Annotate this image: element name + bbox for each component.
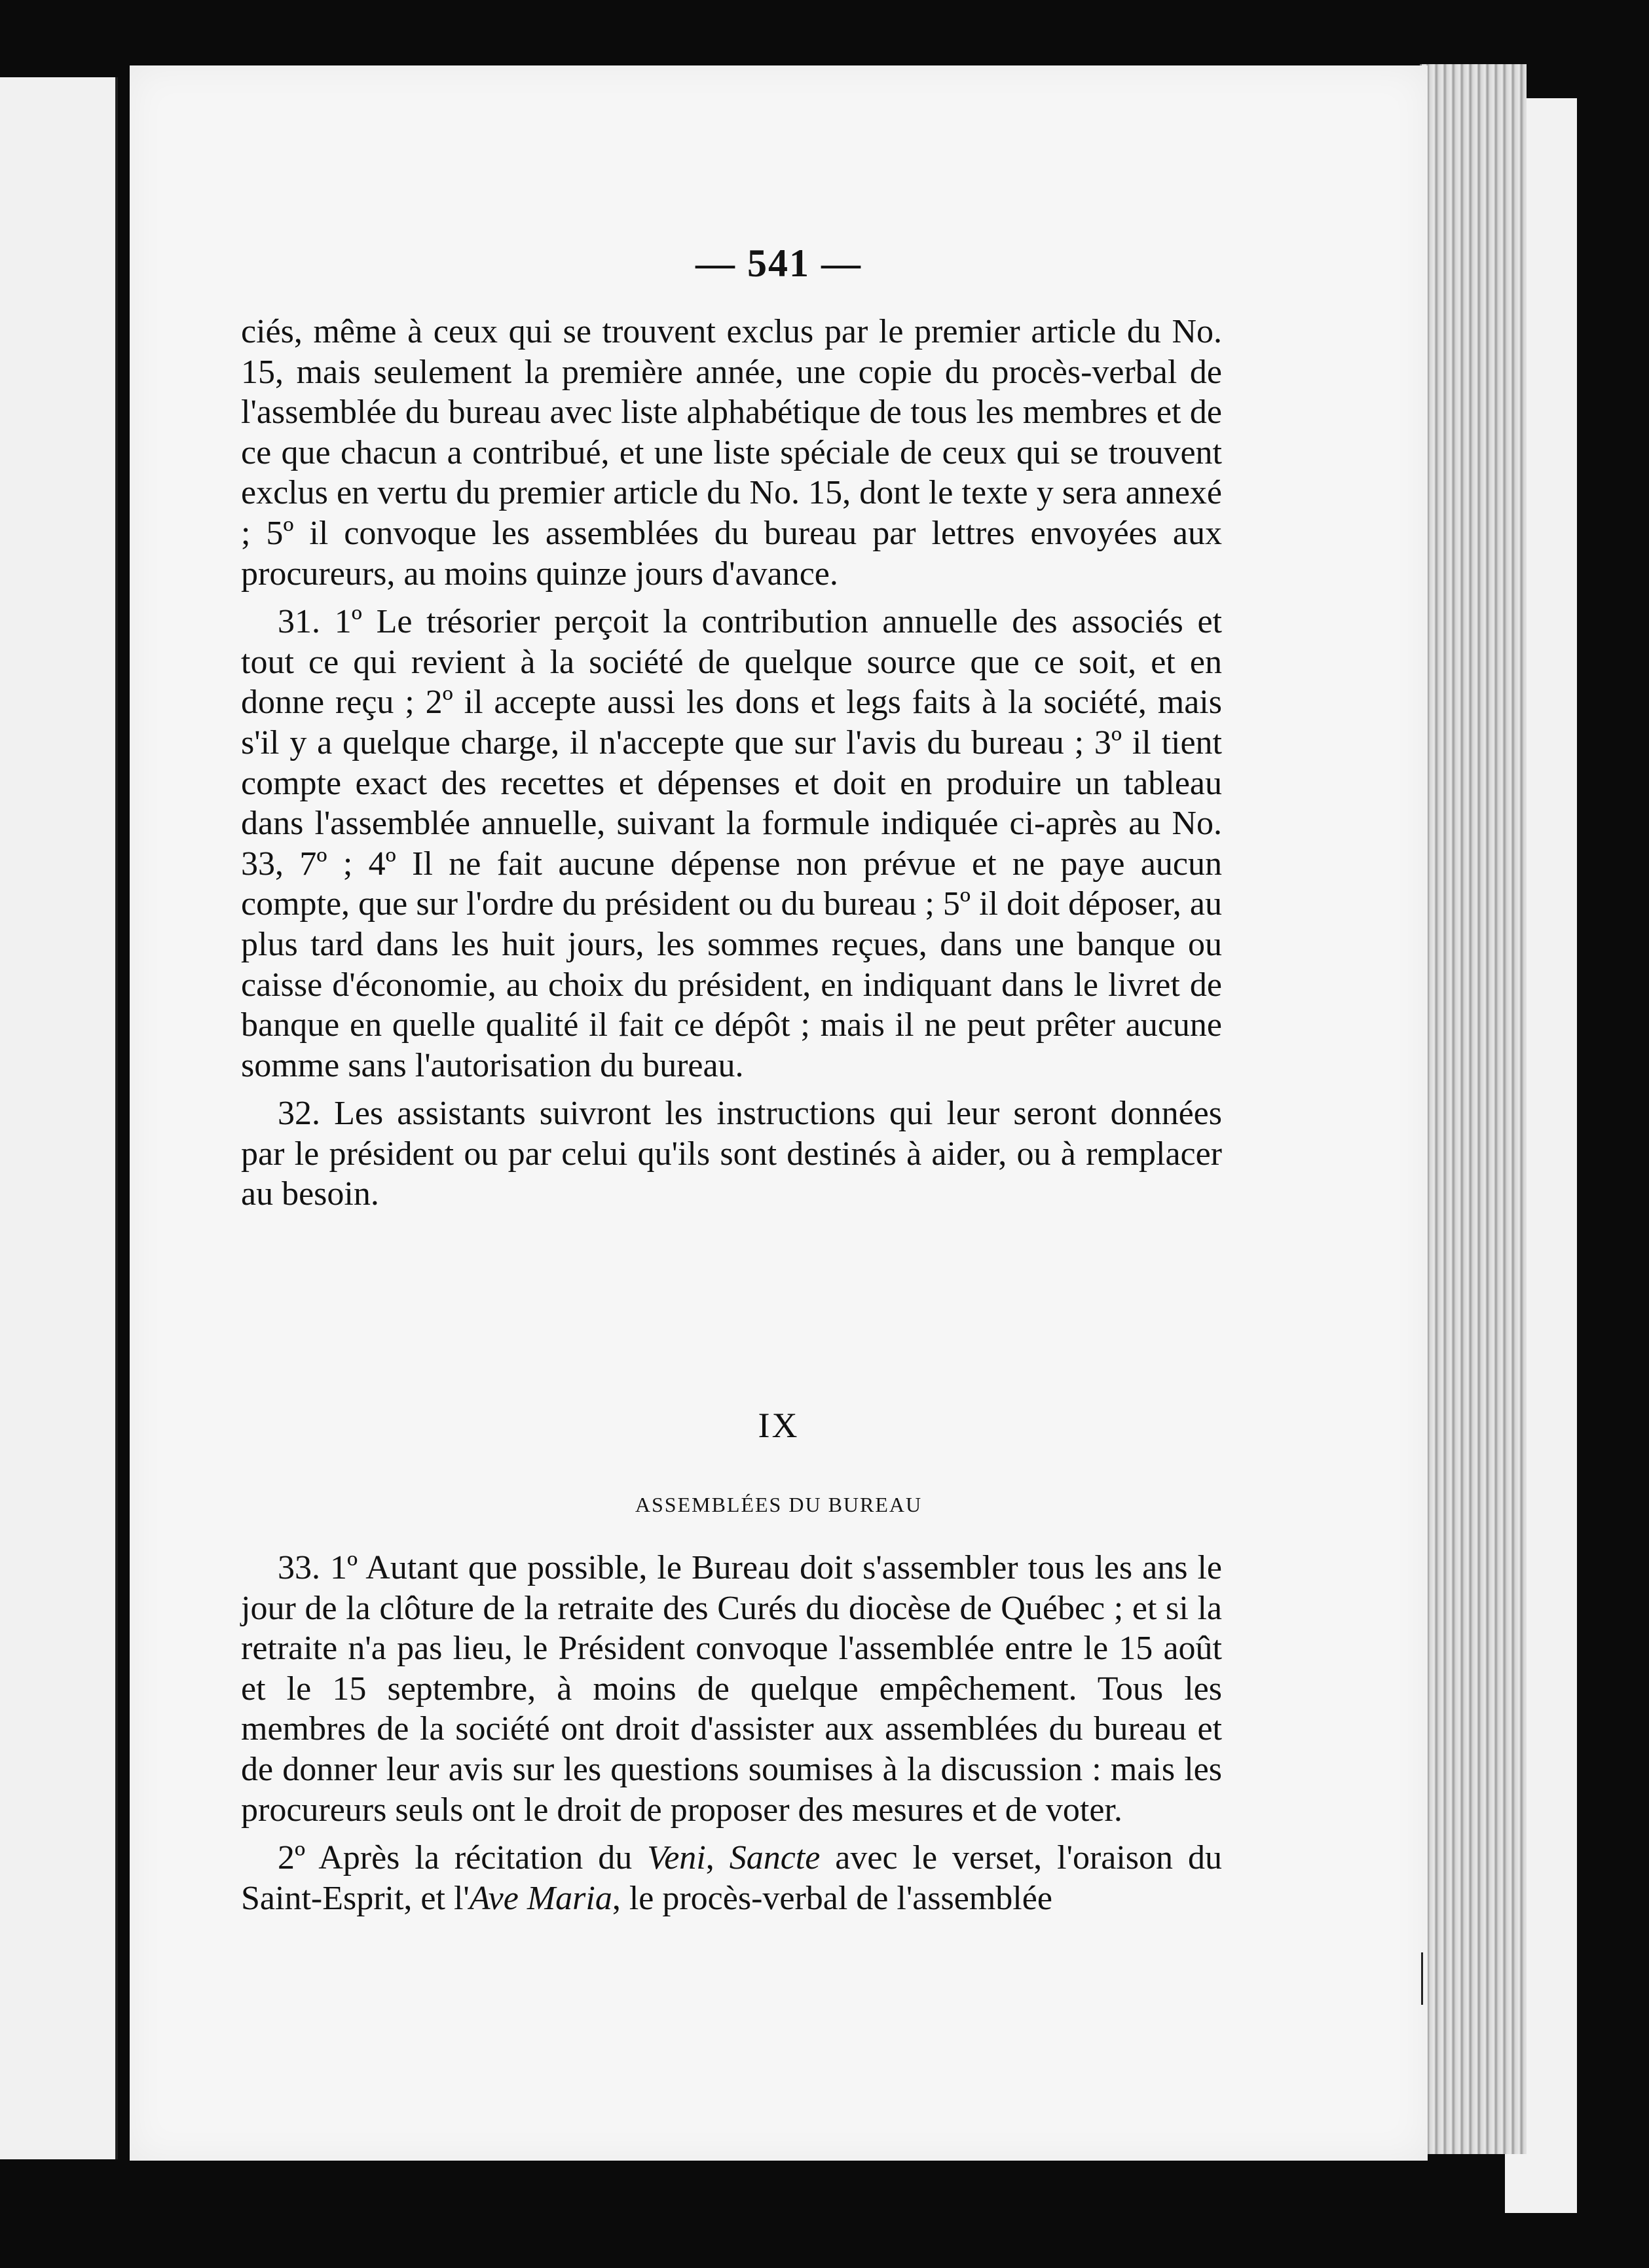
margin-mark — [1421, 1952, 1423, 2005]
para-33-2-start: 2º Après la récitation du — [278, 1839, 648, 1877]
veni-italic: Veni — [647, 1839, 706, 1877]
section-title: ASSEMBLÉES DU BUREAU — [635, 1493, 923, 1516]
page-edges — [1420, 64, 1527, 2154]
paragraph-32: 32. Les assistants suivront les instructions qui leur seront données par le président ou par celui qu'ils sont destinés à aider, ou à remplacer au besoin. — [241, 1095, 1222, 1213]
adjacent-left-page — [0, 77, 118, 2159]
continuation-paragraph: ciés, même à ceux qui se trouvent exclus par le premier article du No. 15, mais seulement la première année, une copie du procès-verbal de l'assemblée du bureau avec liste alphabétique de tous les membres et de ce que chacun a contribué, et une liste spéciale de ceux qui se trouvent exclus en vertu du premier article du No. 15, dont le texte y sera annexé ; 5º il convoque les assemblées du bureau par lettres envoyées aux procureurs, au moins quinze jours d'avance. — [241, 313, 1222, 593]
sancte-italic: Sancte — [729, 1839, 821, 1877]
section-numeral: IX — [758, 1406, 800, 1445]
paragraph-33-1: 33. 1º Autant que possible, le Bureau doit s'assembler tous les ans le jour de la clôture de la retraite des Curés du diocèse de Québec ; et si la retraite n'a pas lieu, le Président convoque l'assemblée entre le 15 août et le 15 septembre, à moins de quelque empêchement. Tous les membres de la société ont droit d'assister aux assemblées du bureau et de donner leur avis sur les questions soumises à la discussion : mais les procureurs seuls ont le droit de proposer des mesures et de voter. — [241, 1549, 1222, 1829]
para-33-2-middle: avec le verset, l'oraison du Saint-Esprit, et l' — [241, 1839, 1223, 1917]
para-33-2-comma: , — [705, 1839, 730, 1877]
para-33-2-end: , le procès-verbal de l'assemblée — [612, 1879, 1052, 1917]
body-text-top — [241, 312, 1222, 1215]
paragraph-33-2 — [241, 1838, 1222, 1918]
ave-maria-italic: Ave Maria — [469, 1879, 612, 1917]
paragraph-31: 31. 1º Le trésorier perçoit la contribution annuelle des associés et tout ce qui revient à la société de quelque source que ce soit, et en donne reçu ; 2º il accepte aussi les dons et legs faits à la société, mais s'il y a quelque charge, il n'accepte que sur l'avis du bureau ; 3º il tient compte exact des recettes et dépenses et doit en produire un tableau dans l'assemblée annuelle, suivant la formule indiquée ci-après au No. 33, 7º ; 4º Il ne fait aucune dépense non prévue et ne paye aucun compte, que sur l'ordre du président ou du bureau ; 5º il doit déposer, au plus tard dans les huit jours, les sommes reçues, dans une banque ou caisse d'économie, au choix du président, en indiquant dans le livret de banque en quelle qualité il fait ce dépôt ; mais il ne peut prêter aucune somme sans l'autorisation du bureau. — [241, 603, 1222, 1084]
page-number: — 541 — — [695, 242, 862, 285]
body-text-bottom — [241, 1548, 1222, 1918]
book-page — [130, 65, 1428, 2161]
